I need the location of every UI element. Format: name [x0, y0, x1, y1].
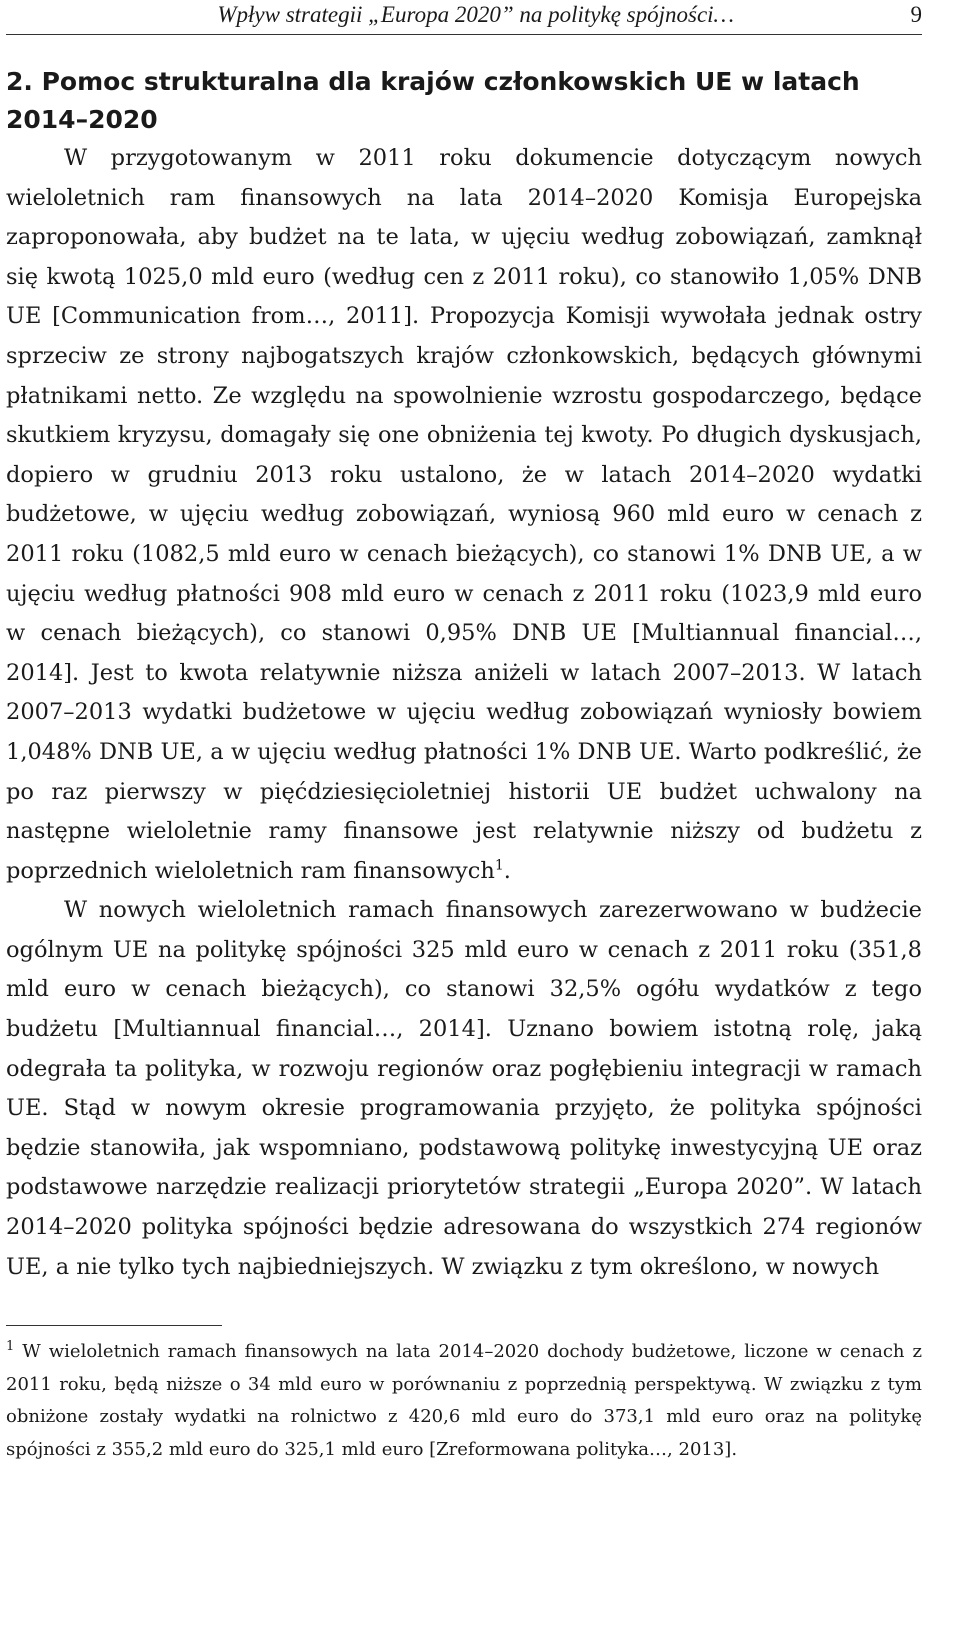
- footnote-divider: [6, 1325, 222, 1326]
- paragraph-2: [6, 891, 922, 1287]
- page: [6, 0, 922, 1466]
- body-text: [6, 139, 922, 1287]
- section-title: 2. Pomoc strukturalna dla krajów członkowskich UE w latach 2014–2020: [6, 67, 860, 134]
- running-header: [6, 0, 922, 35]
- paragraph-2-text: W nowych wieloletnich ramach finansowych zarezerwowano w budżecie ogólnym UE na politykę spójności 325 mld euro w cenach z 2011 roku (351,8 mld euro w cenach bieżących), co stanowi 32,5% ogółu wydatków z tego budżetu [Multiannual financial…, 2014]. Uznano bowiem istotną rolę, jaką odegrała ta polityka, w rozwoju regionów oraz pogłębieniu integracji w ramach UE. Stąd w nowym okresie programowania przyjęto, że polityka spójności będzie stanowiła, jak wspomniano, podstawową politykę inwestycyjną UE oraz podstawowe narzędzie realizacji priorytetów strategii „Europa 2020”. W latach 2014–2020 polityka spójności będzie adresowana do wszystkich 274 regionów UE, a nie tylko tych najbiedniejszych. W związku z tym określono, w nowych: [6, 897, 922, 1280]
- paragraph-1-tail: .: [503, 857, 511, 884]
- footnote-reference[interactable]: 1: [494, 857, 504, 874]
- footnote-1: [6, 1336, 922, 1466]
- paragraph-1-text: W przygotowanym w 2011 roku dokumencie dotyczącym nowych wieloletnich ram finansowych na lata 2014–2020 Komisja Europejska zaproponowała, aby budżet na te lata, w ujęciu według zobowiązań, zamknął się kwotą 1025,0 mld euro (według cen z 2011 roku), co stanowiło 1,05% DNB UE [Communication from…, 2011]. Propozycja Komisji wywołała jednak ostry sprzeciw ze strony najbogatszych krajów członkowskich, będących głównymi płatnikami netto. Ze względu na spowolnienie wzrostu gospodarczego, będące skutkiem kryzysu, domagały się one obniżenia tej kwoty. Po długich dyskusjach, dopiero w grudniu 2013 roku ustalono, że w latach 2014–2020 wydatki budżetowe, w ujęciu według zobowiązań, wyniosą 960 mld euro w cenach z 2011 roku (1082,5 mld euro w cenach bieżących), co stanowi 1% DNB UE, a w ujęciu według płatności 908 mld euro w cenach z 2011 roku (1023,9 mld euro w cenach bieżących), co stanowi 0,95% DNB UE [Multiannual financial…, 2014]. Jest to kwota relatywnie niższa aniżeli w latach 2007–2013. W latach 2007–2013 wydatki budżetowe w ujęciu według zobowiązań wyniosły bowiem 1,048% DNB UE, a w ujęciu według płatności 1% DNB UE. Warto podkreślić, że po raz pierwszy w pięćdziesięcioletniej historii UE budżet uchwalony na następne wieloletnie ramy finansowe jest relatywnie niższy od budżetu z poprzednich wieloletnich ram finansowych: [6, 145, 922, 884]
- page-number: 9: [910, 2, 922, 27]
- running-header-title: Wpływ strategii „Europa 2020” na politykę spójności…: [217, 2, 734, 27]
- paragraph-1: [6, 139, 922, 891]
- footnote-marker: 1: [6, 1339, 15, 1355]
- footnote-1-text: W wieloletnich ramach finansowych na lata 2014–2020 dochody budżetowe, liczone w cenach z 2011 roku, będą niższe o 34 mld euro w porównaniu z poprzednią perspektywą. W związku z tym obniżone zostały wydatki na rolnictwo z 420,6 mld euro do 373,1 mld euro oraz na politykę spójności z 355,2 mld euro do 325,1 mld euro [Zreformowana polityka…, 2013].: [6, 1341, 922, 1460]
